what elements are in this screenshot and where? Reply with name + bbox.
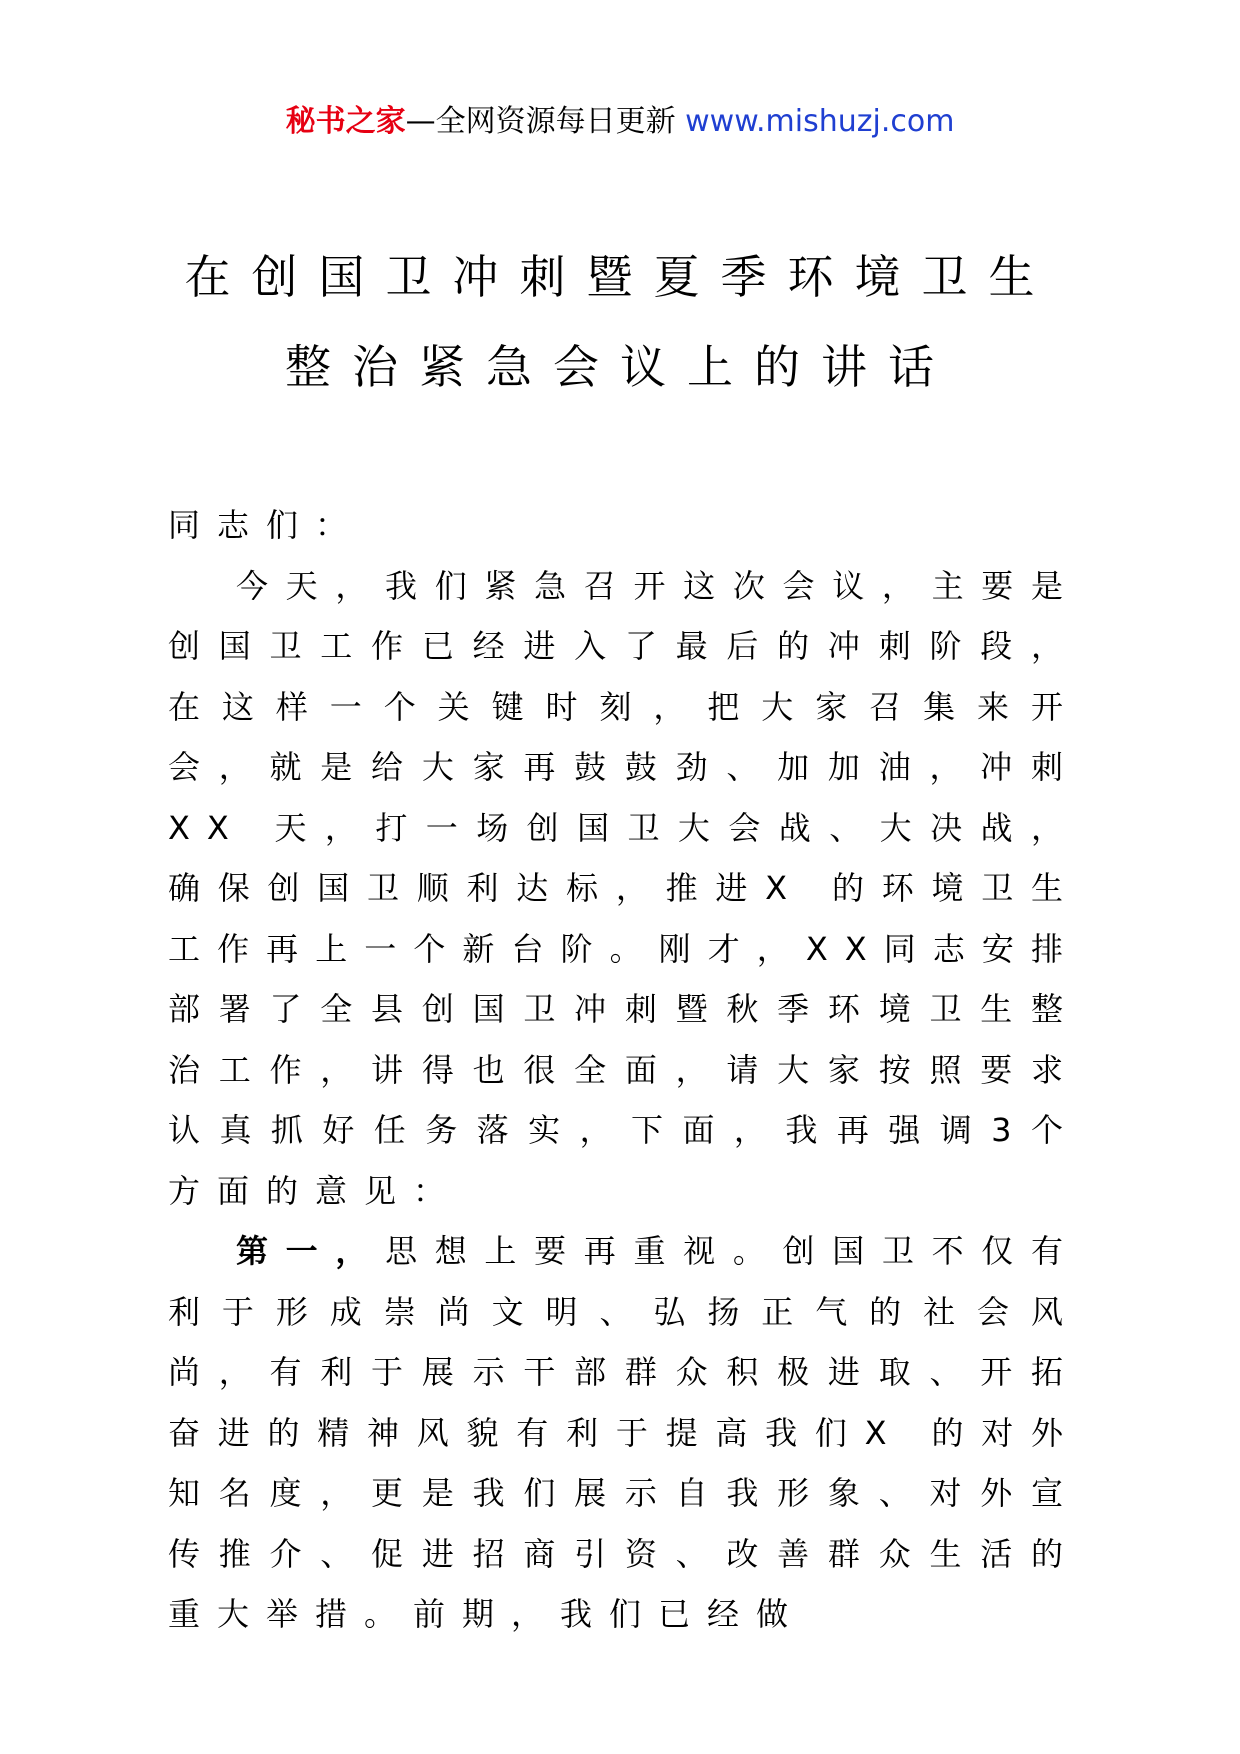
paragraph-2 (168, 1221, 1080, 1645)
site-tagline: —全网资源每日更新 (405, 104, 676, 139)
paragraph-2-text: 思想上要再重视。创国卫不仅有利于形成崇尚文明、弘扬正气的社会风尚，有利于展示干部群众积极进取、开拓奋进的精神风貌有利于提高我们X 的对外知名度，更是我们展示自我形象、对外宣传推介、促进招商引资、改善群众生活的重大举措。前期，我们已经做 (168, 1232, 1080, 1633)
salutation: 同志们： (168, 506, 365, 544)
paragraph-2-lead: 第一， (236, 1232, 386, 1270)
document-body (168, 495, 1080, 1645)
site-url-link[interactable]: www.mishuzj.com (685, 104, 955, 139)
title-line-1: 在创国卫冲刺暨夏季环境卫生 (184, 250, 1056, 304)
paragraph-1: 今天，我们紧急召开这次会议，主要是创国卫工作已经进入了最后的冲刺阶段，在这样一个关键时刻，把大家召集来开会，就是给大家再鼓鼓劲、加加油，冲刺XX 天，打一场创国卫大会战、大决战，确保创国卫顺利达标，推进X 的环境卫生工作再上一个新台阶。刚才，XX同志安排部署了全县创国卫冲刺暨秋季环境卫生整治工作，讲得也很全面，请大家按照要求认真抓好任务落实，下面，我再强调3个方面的意见： (168, 566, 1080, 1210)
site-brand: 秘书之家 (285, 104, 406, 139)
document-title (0, 232, 1240, 412)
site-header (0, 100, 1240, 144)
title-line-2: 整治紧急会议上的讲话 (285, 340, 955, 394)
